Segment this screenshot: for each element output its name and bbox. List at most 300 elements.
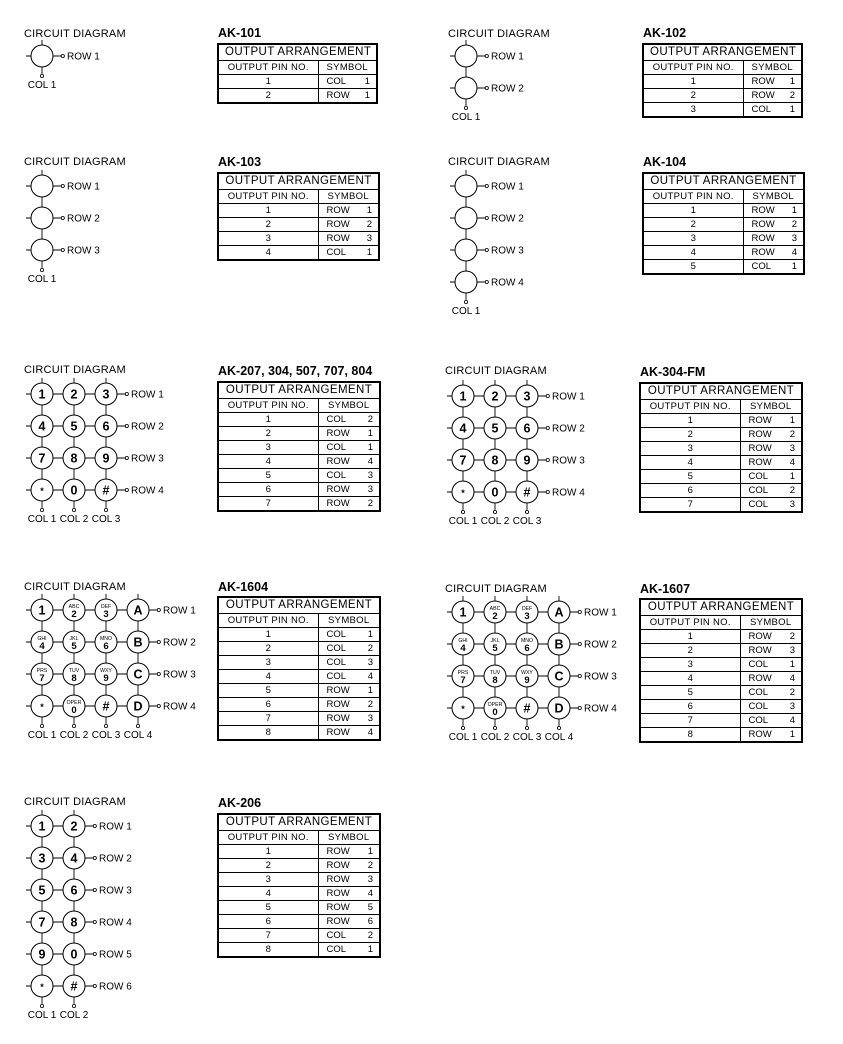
symbol-cell <box>743 218 804 232</box>
symbol-cell <box>740 630 802 644</box>
symbol-index: 4 <box>367 727 373 738</box>
symbol-index: 1 <box>367 944 373 955</box>
symbol-type: COL <box>748 471 769 482</box>
table-row <box>218 873 380 887</box>
key-letters: WXY <box>100 668 112 674</box>
pin-number: 8 <box>218 943 318 958</box>
symbol-cell <box>740 456 802 470</box>
table-row <box>640 498 802 513</box>
symbol-cell <box>318 413 380 427</box>
key-label: 7 <box>459 453 467 468</box>
model-title: AK-207, 304, 507, 707, 804 <box>218 364 373 378</box>
column-label: COL 1 <box>27 80 57 91</box>
key-letters: OPER <box>487 702 503 708</box>
key-label: 4 <box>459 421 467 436</box>
symbol-index: 1 <box>367 428 373 439</box>
symbol-cell <box>740 672 802 686</box>
column-label: COL 1 <box>27 1010 57 1021</box>
circuit-diagram <box>22 594 229 747</box>
symbol-cell <box>318 75 377 89</box>
symbol-index: 2 <box>789 429 795 440</box>
symbol-index: 1 <box>367 846 373 857</box>
table-row <box>640 700 802 714</box>
pin-number: 8 <box>218 726 318 741</box>
table-row <box>640 686 802 700</box>
circuit-diagram <box>22 40 133 97</box>
symbol-type: ROW <box>326 498 350 509</box>
key-digit: 7 <box>460 675 466 686</box>
symbol-type: COL <box>748 715 769 726</box>
key-label: D <box>133 699 143 714</box>
model-title: AK-101 <box>218 26 262 40</box>
key-label: 2 <box>491 389 499 404</box>
key-digit: 3 <box>103 609 109 620</box>
row-label: ROW 1 <box>584 607 617 619</box>
pin-number: 4 <box>218 455 318 469</box>
pin-number: 7 <box>640 498 740 513</box>
key-letters: MNO <box>99 636 113 642</box>
column-label: COL 2 <box>59 514 89 525</box>
symbol-type: ROW <box>326 727 350 738</box>
symbol-type: COL <box>751 104 772 115</box>
row-label: ROW 1 <box>552 391 585 403</box>
model-title: AK-304-FM <box>640 365 706 379</box>
key-letters: TUV <box>489 670 501 676</box>
table-row <box>640 630 802 644</box>
symbol-index: 6 <box>367 916 373 927</box>
pin-number: 7 <box>640 714 740 728</box>
output-arrangement-table <box>639 382 803 513</box>
symbol-cell <box>318 684 380 698</box>
symbol-type: ROW <box>751 205 775 216</box>
table-row <box>640 470 802 484</box>
key-label: 1 <box>38 819 46 834</box>
column-terminal <box>40 268 43 271</box>
row-terminal <box>157 704 160 707</box>
symbol-type: COL <box>326 643 347 654</box>
row-label: ROW 1 <box>131 389 164 401</box>
key-label: # <box>523 485 531 500</box>
symbol-type: ROW <box>326 205 350 216</box>
row-label: ROW 2 <box>67 213 100 225</box>
table-row <box>218 497 380 512</box>
key-switch <box>455 77 477 99</box>
key-label: * <box>40 982 44 992</box>
row-label: ROW 3 <box>552 455 585 467</box>
symbol-cell <box>740 484 802 498</box>
pin-number: 7 <box>218 929 318 943</box>
pin-number: 4 <box>218 246 318 261</box>
row-label: ROW 4 <box>131 485 164 497</box>
row-terminal <box>93 952 96 955</box>
symbol-type: ROW <box>326 860 350 871</box>
pin-number: 6 <box>640 700 740 714</box>
key-digit: 8 <box>492 675 498 686</box>
row-terminal <box>93 824 96 827</box>
symbol-cell <box>740 714 802 728</box>
symbol-type: ROW <box>326 219 350 230</box>
row-terminal <box>61 184 64 187</box>
symbol-index: 1 <box>789 76 795 87</box>
table-row <box>218 218 379 232</box>
key-letters: GHI <box>458 638 468 644</box>
symbol-cell <box>318 427 380 441</box>
key-switch <box>31 207 53 229</box>
row-terminal <box>157 672 160 675</box>
pin-number: 2 <box>218 89 318 104</box>
key-digit: 6 <box>524 643 530 654</box>
column-label: COL 3 <box>91 730 121 741</box>
symbol-type: COL <box>326 414 347 425</box>
table-row <box>643 89 802 103</box>
circuit-diagram-title: CIRCUIT DIAGRAM <box>24 156 126 168</box>
column-label: COL 1 <box>27 730 57 741</box>
pin-number: 7 <box>218 497 318 512</box>
pin-number: 6 <box>218 483 318 497</box>
symbol-index: 1 <box>791 205 797 216</box>
table-row <box>218 441 380 455</box>
pin-number: 4 <box>640 456 740 470</box>
pin-number: 5 <box>640 470 740 484</box>
column-terminal <box>104 724 107 727</box>
row-label: ROW 3 <box>584 671 617 683</box>
table-row <box>643 246 804 260</box>
symbol-cell <box>740 700 802 714</box>
table-row <box>218 232 379 246</box>
symbol-cell <box>318 246 379 261</box>
key-switch <box>31 175 53 197</box>
pin-number: 1 <box>643 75 743 89</box>
key-letters: OPER <box>66 700 82 706</box>
key-label: 8 <box>70 451 78 466</box>
column-header-symbol: SYMBOL <box>318 831 380 845</box>
row-label: ROW 2 <box>584 639 617 651</box>
column-label: COL 2 <box>480 732 510 743</box>
symbol-index: 1 <box>366 247 372 258</box>
symbol-type: ROW <box>751 76 775 87</box>
symbol-cell <box>740 498 802 513</box>
key-letters: MNO <box>520 638 534 644</box>
symbol-index: 4 <box>367 456 373 467</box>
table-row <box>218 483 380 497</box>
key-label: 0 <box>70 483 78 498</box>
symbol-cell <box>318 218 379 232</box>
column-header-symbol: SYMBOL <box>318 614 380 628</box>
key-label: * <box>40 702 44 712</box>
column-terminal <box>493 510 496 513</box>
pin-number: 4 <box>640 672 740 686</box>
symbol-index: 1 <box>789 729 795 740</box>
table-row <box>218 726 380 741</box>
symbol-cell <box>318 929 380 943</box>
key-label: 5 <box>491 421 499 436</box>
symbol-index: 3 <box>366 233 372 244</box>
symbol-index: 2 <box>789 485 795 496</box>
table-caption: OUTPUT ARRANGEMENT <box>218 814 380 831</box>
column-label: COL 3 <box>512 732 542 743</box>
table-caption: OUTPUT ARRANGEMENT <box>218 597 380 614</box>
row-terminal <box>61 54 64 57</box>
symbol-index: 3 <box>367 713 373 724</box>
table-row <box>218 455 380 469</box>
symbol-index: 3 <box>367 657 373 668</box>
symbol-index: 1 <box>366 205 372 216</box>
table-caption: OUTPUT ARRANGEMENT <box>643 173 804 190</box>
table-row <box>640 456 802 470</box>
symbol-cell <box>318 441 380 455</box>
key-letters: PRS <box>457 670 469 676</box>
table-row <box>640 728 802 743</box>
row-terminal <box>157 608 160 611</box>
circuit-diagram <box>443 596 650 749</box>
symbol-index: 3 <box>791 233 797 244</box>
row-terminal <box>485 280 488 283</box>
symbol-index: 3 <box>367 470 373 481</box>
model-title: AK-102 <box>643 26 687 40</box>
symbol-cell <box>318 943 380 958</box>
symbol-type: COL <box>326 247 347 258</box>
column-terminal <box>525 726 528 729</box>
column-header-pin: OUTPUT PIN NO. <box>643 190 743 204</box>
symbol-type: ROW <box>751 90 775 101</box>
column-header-pin: OUTPUT PIN NO. <box>218 190 318 204</box>
pin-number: 7 <box>218 712 318 726</box>
pin-number: 4 <box>218 670 318 684</box>
key-label: 5 <box>38 883 46 898</box>
column-terminal <box>40 724 43 727</box>
symbol-type: ROW <box>326 456 350 467</box>
row-terminal <box>578 610 581 613</box>
key-label: * <box>461 488 465 498</box>
table-row <box>218 413 380 427</box>
row-label: ROW 3 <box>67 245 100 257</box>
circuit-diagram-title: CIRCUIT DIAGRAM <box>24 581 126 593</box>
row-terminal <box>546 426 549 429</box>
row-label: ROW 3 <box>99 885 132 897</box>
key-label: 0 <box>491 485 499 500</box>
row-terminal <box>157 640 160 643</box>
table-row <box>218 670 380 684</box>
circuit-diagram-title: CIRCUIT DIAGRAM <box>24 28 126 40</box>
column-header-symbol: SYMBOL <box>318 190 379 204</box>
key-label: 9 <box>38 947 46 962</box>
symbol-cell <box>318 89 377 104</box>
key-letters: ABC <box>68 604 80 610</box>
symbol-type: COL <box>326 629 347 640</box>
column-header-symbol: SYMBOL <box>743 190 804 204</box>
table-row <box>643 75 802 89</box>
column-label: COL 1 <box>27 514 57 525</box>
pin-number: 2 <box>643 89 743 103</box>
table-row <box>218 204 379 218</box>
pin-number: 3 <box>218 656 318 670</box>
symbol-type: COL <box>748 485 769 496</box>
symbol-cell <box>743 260 804 275</box>
symbol-type: COL <box>326 930 347 941</box>
symbol-cell <box>318 642 380 656</box>
key-label: 3 <box>38 851 46 866</box>
table-caption: OUTPUT ARRANGEMENT <box>218 44 377 61</box>
pin-number: 5 <box>643 260 743 275</box>
table-caption: OUTPUT ARRANGEMENT <box>640 599 802 616</box>
symbol-cell <box>740 470 802 484</box>
key-digit: 4 <box>39 641 45 652</box>
pin-number: 3 <box>218 873 318 887</box>
column-header-symbol: SYMBOL <box>740 616 802 630</box>
column-header-pin: OUTPUT PIN NO. <box>218 399 318 413</box>
column-label: COL 4 <box>123 730 153 741</box>
symbol-cell <box>740 728 802 743</box>
row-terminal <box>93 856 96 859</box>
column-terminal <box>464 106 467 109</box>
column-terminal <box>40 508 43 511</box>
symbol-index: 1 <box>791 261 797 272</box>
key-label: D <box>554 701 564 716</box>
symbol-type: ROW <box>748 673 772 684</box>
row-terminal <box>125 424 128 427</box>
column-terminal <box>461 726 464 729</box>
symbol-type: ROW <box>751 233 775 244</box>
row-terminal <box>485 248 488 251</box>
key-letters: TUV <box>68 668 80 674</box>
symbol-cell <box>318 204 379 218</box>
pin-number: 2 <box>640 428 740 442</box>
key-digit: 3 <box>524 611 530 622</box>
symbol-type: ROW <box>748 443 772 454</box>
key-label: 3 <box>523 389 531 404</box>
symbol-type: ROW <box>748 429 772 440</box>
symbol-index: 4 <box>367 888 373 899</box>
symbol-type: COL <box>748 499 769 510</box>
table-row <box>218 929 380 943</box>
row-terminal <box>61 216 64 219</box>
symbol-index: 2 <box>366 219 372 230</box>
symbol-cell <box>743 103 802 118</box>
pin-number: 6 <box>218 915 318 929</box>
row-label: ROW 1 <box>163 605 196 617</box>
symbol-index: 2 <box>789 687 795 698</box>
key-label: 7 <box>38 915 46 930</box>
symbol-cell <box>743 75 802 89</box>
key-label: 7 <box>38 451 46 466</box>
key-label: # <box>102 699 110 714</box>
symbol-cell <box>318 656 380 670</box>
row-label: ROW 5 <box>99 949 132 961</box>
output-arrangement-table <box>217 596 381 741</box>
row-label: ROW 2 <box>491 83 524 95</box>
symbol-type: ROW <box>326 916 350 927</box>
circuit-diagram-title: CIRCUIT DIAGRAM <box>445 583 547 595</box>
symbol-cell <box>740 644 802 658</box>
symbol-cell <box>318 726 380 741</box>
table-caption: OUTPUT ARRANGEMENT <box>218 382 380 399</box>
circuit-diagram <box>446 40 557 129</box>
table-row <box>218 698 380 712</box>
key-label: A <box>133 603 143 618</box>
symbol-type: COL <box>748 687 769 698</box>
symbol-index: 4 <box>789 673 795 684</box>
column-header-pin: OUTPUT PIN NO. <box>643 61 743 75</box>
key-digit: 9 <box>524 675 530 686</box>
model-title: AK-206 <box>218 796 262 810</box>
pin-number: 1 <box>218 413 318 427</box>
key-label: 1 <box>459 605 467 620</box>
pin-number: 3 <box>640 442 740 456</box>
table-row <box>218 887 380 901</box>
table-row <box>218 859 380 873</box>
symbol-type: ROW <box>326 846 350 857</box>
table-row <box>640 672 802 686</box>
symbol-index: 1 <box>367 442 373 453</box>
symbol-cell <box>318 873 380 887</box>
column-terminal <box>525 510 528 513</box>
column-label: COL 1 <box>27 274 57 285</box>
key-label: 4 <box>70 851 78 866</box>
column-header-pin: OUTPUT PIN NO. <box>640 400 740 414</box>
symbol-type: ROW <box>326 484 350 495</box>
symbol-cell <box>318 670 380 684</box>
pin-number: 6 <box>640 484 740 498</box>
row-terminal <box>125 488 128 491</box>
key-digit: 4 <box>460 643 466 654</box>
key-digit: 2 <box>71 609 77 620</box>
table-row <box>640 644 802 658</box>
key-digit: 0 <box>71 705 77 716</box>
symbol-type: ROW <box>748 645 772 656</box>
key-digit: 0 <box>492 707 498 718</box>
symbol-type: ROW <box>326 90 350 101</box>
column-label: COL 2 <box>480 516 510 527</box>
pin-number: 3 <box>640 658 740 672</box>
row-label: ROW 2 <box>491 213 524 225</box>
key-switch <box>31 45 53 67</box>
row-label: ROW 1 <box>67 181 100 193</box>
key-digit: 6 <box>103 641 109 652</box>
circuit-diagram <box>446 170 557 323</box>
pin-number: 1 <box>218 204 318 218</box>
pin-number: 2 <box>218 427 318 441</box>
symbol-index: 1 <box>789 415 795 426</box>
symbol-type: ROW <box>326 233 350 244</box>
table-caption: OUTPUT ARRANGEMENT <box>640 383 802 400</box>
column-label: COL 2 <box>59 730 89 741</box>
pin-number: 5 <box>218 684 318 698</box>
column-terminal <box>72 1004 75 1007</box>
output-arrangement-table <box>217 813 381 958</box>
table-row <box>643 218 804 232</box>
column-terminal <box>104 508 107 511</box>
column-label: COL 3 <box>91 514 121 525</box>
symbol-index: 3 <box>789 645 795 656</box>
row-terminal <box>546 394 549 397</box>
table-caption: OUTPUT ARRANGEMENT <box>643 44 802 61</box>
row-label: ROW 4 <box>491 277 524 289</box>
output-arrangement-table <box>642 172 805 275</box>
pin-number: 5 <box>640 686 740 700</box>
column-label: COL 4 <box>544 732 574 743</box>
symbol-index: 1 <box>789 104 795 115</box>
symbol-cell <box>318 915 380 929</box>
row-label: ROW 1 <box>67 51 100 63</box>
key-letters: GHI <box>37 636 47 642</box>
row-terminal <box>578 642 581 645</box>
pin-number: 2 <box>218 642 318 656</box>
pin-number: 6 <box>218 698 318 712</box>
column-terminal <box>464 300 467 303</box>
table-row <box>218 656 380 670</box>
table-row <box>218 684 380 698</box>
key-letters: ABC <box>489 606 501 612</box>
